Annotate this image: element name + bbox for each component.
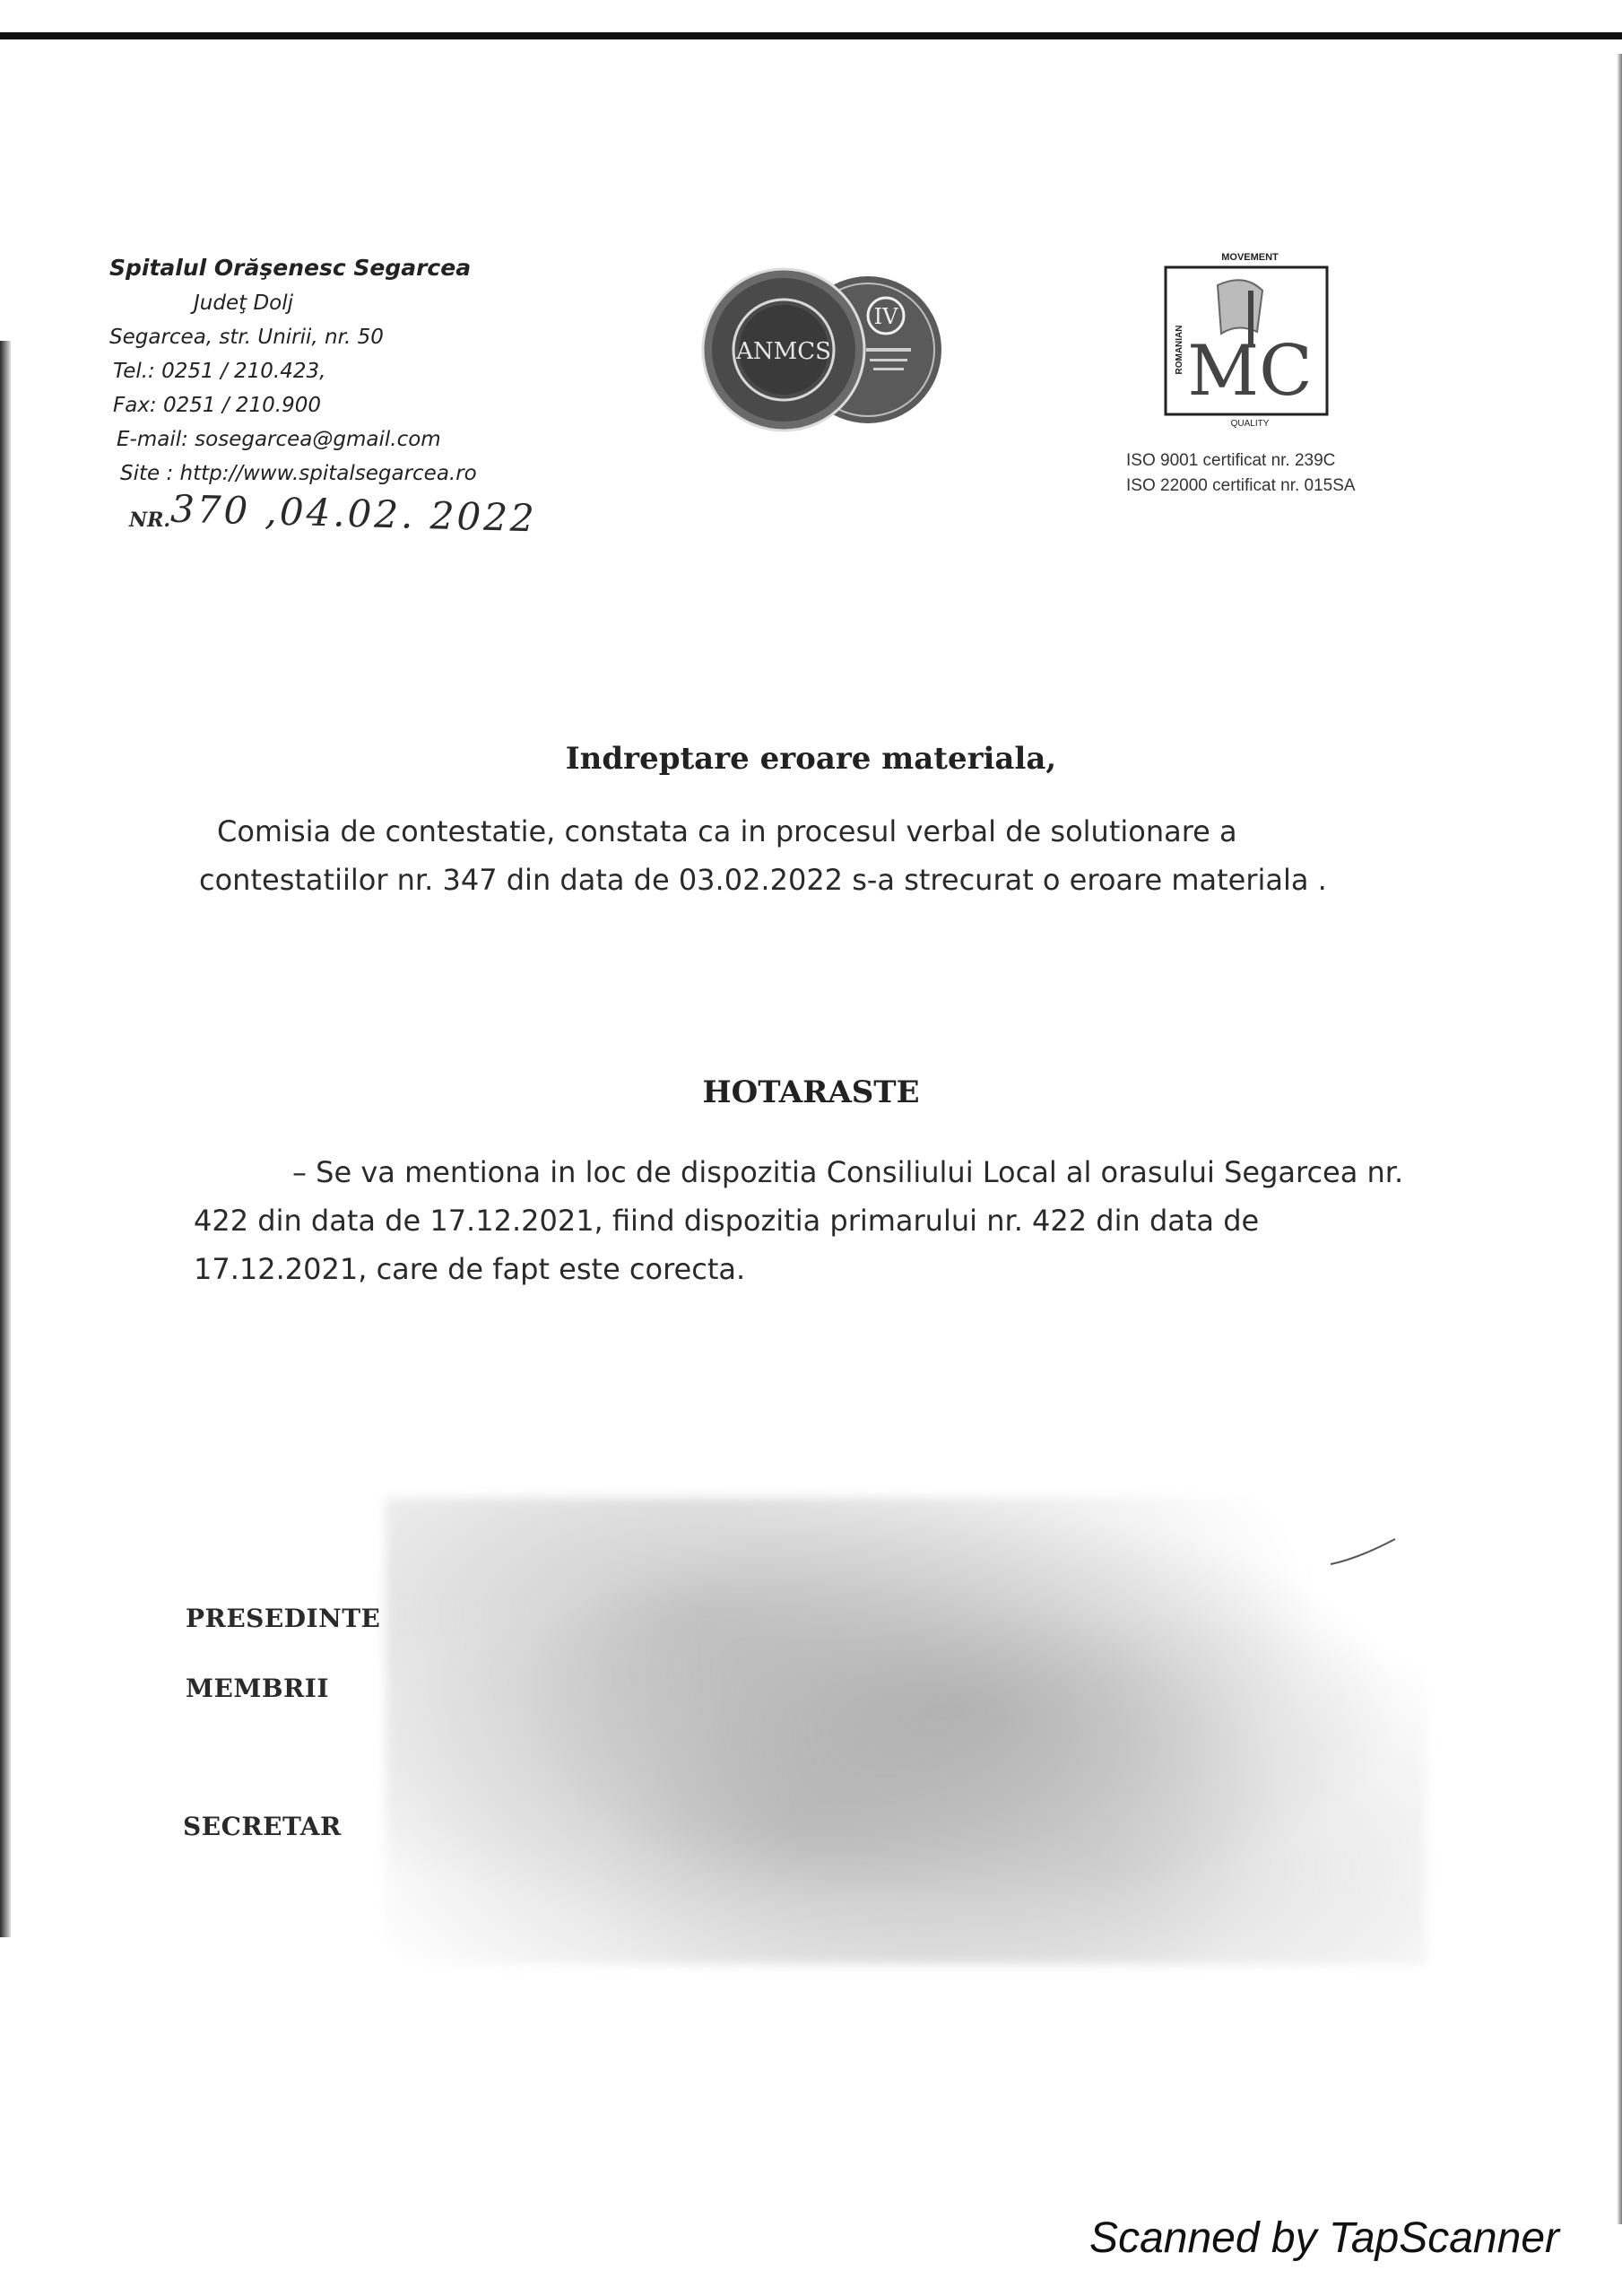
seal-level-text: IV — [873, 304, 898, 329]
paragraph-decision: – Se va mentiona in loc de dispozitia Consiliului Local al orasului Segarcea nr. 422 din data de 17.12.2021, fiind dispozitia primarului nr. 422 din data de 17.12.2021, care de fapt este corecta. — [194, 1155, 1404, 1286]
decision-heading: HOTARASTE — [702, 1074, 920, 1110]
letterhead — [109, 255, 576, 491]
hospital-fax: Fax: 0251 / 210.900 — [113, 394, 322, 417]
scan-edge-top — [0, 32, 1622, 39]
seal-anmcs-text: ANMCS — [736, 338, 831, 365]
document-number-value: 370 ,04.02. 2022 — [169, 486, 538, 541]
iso-22000-cert: ISO 22000 certificat nr. 015SA — [1126, 476, 1356, 495]
accreditation-seal-icon — [690, 260, 959, 439]
hospital-site: Site : http://www.spitalsegarcea.ro — [120, 462, 477, 485]
scanner-watermark: Scanned by TapScanner — [1089, 2214, 1559, 2262]
certifications — [1126, 448, 1449, 499]
hospital-county: Judeţ Dolj — [194, 291, 294, 315]
scan-edge-right — [1617, 54, 1622, 2224]
hospital-name: Spitalul Orăşenesc Segarcea — [109, 255, 472, 281]
mc-quality-logo-icon — [1162, 249, 1332, 429]
mc-logo-letters: MC — [1187, 331, 1313, 412]
hospital-tel: Tel.: 0251 / 210.423, — [113, 360, 326, 383]
signature-stroke-icon — [1327, 1534, 1399, 1570]
signature-label-secretary: SECRETAR — [183, 1812, 342, 1841]
document-number — [129, 486, 538, 541]
iso-9001-cert: ISO 9001 certificat nr. 239C — [1126, 451, 1336, 470]
document-number-label: NR. — [129, 509, 171, 532]
document-title: Indreptare eroare materiala, — [565, 741, 1057, 777]
mc-logo-bottom-text: QUALITY — [1230, 419, 1270, 429]
signature-label-president: PRESEDINTE — [186, 1604, 381, 1633]
signature-label-members: MEMBRII — [186, 1674, 329, 1703]
hospital-email: E-mail: sosegarcea@gmail.com — [117, 428, 441, 451]
mc-logo-side-text: ROMANIAN — [1175, 325, 1184, 375]
redacted-signatures-area — [386, 1498, 1426, 1964]
scan-edge-left — [0, 341, 11, 1937]
mc-logo-top-text: MOVEMENT — [1221, 252, 1279, 263]
paragraph-statement: Comisia de contestatie, constata ca in procesul verbal de solutionare a contestatiilor nr. 347 din data de 03.02.2022 s-a strecurat o eroare materiala . — [199, 814, 1327, 897]
hospital-address: Segarcea, str. Unirii, nr. 50 — [109, 326, 384, 349]
